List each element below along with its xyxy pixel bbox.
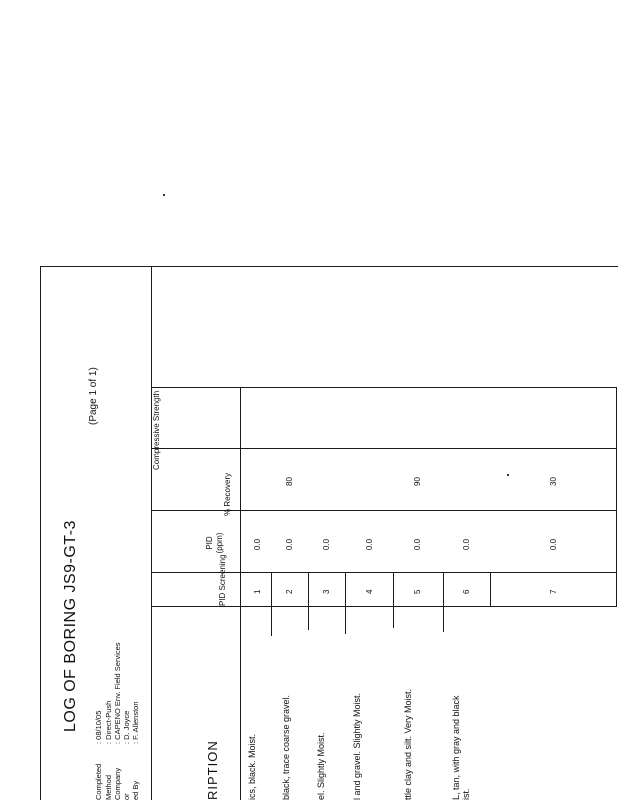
sample-sep xyxy=(271,572,272,606)
recovery-value: 90 xyxy=(413,477,422,486)
description-line: ttle clay and silt. Very Moist. xyxy=(403,688,413,800)
header-pid: PID (ppm) xyxy=(205,532,224,554)
sample-number: 5 xyxy=(413,589,422,594)
info-label-company: Company xyxy=(113,767,122,800)
pid-value: 0.0 xyxy=(549,538,558,550)
info-label-logged: ed By xyxy=(131,780,140,800)
header-pid-screening: PID Screening xyxy=(218,554,227,606)
sample-number: 3 xyxy=(322,589,331,594)
sample-number: 2 xyxy=(285,589,294,594)
info-label-date: Completed xyxy=(94,763,103,800)
row-line-recovery xyxy=(151,510,617,511)
sample-sep xyxy=(308,572,309,606)
info-value-operator: : D. Joyce xyxy=(122,710,131,744)
pid-value: 0.0 xyxy=(285,538,294,550)
desc-sep xyxy=(443,606,444,632)
description-line: el. Slightly Moist. xyxy=(316,732,326,800)
sample-sep xyxy=(443,572,444,606)
info-value-method: : Direct-Push xyxy=(104,700,113,744)
sample-number: 6 xyxy=(462,589,471,594)
header-description: RIPTION xyxy=(205,740,220,800)
recovery-value: 30 xyxy=(549,477,558,486)
recovery-value: 80 xyxy=(285,477,294,486)
info-value-date: : 08/10/05 xyxy=(94,710,103,744)
page-indicator: (Page 1 of 1) xyxy=(88,367,99,425)
sample-number: 4 xyxy=(365,589,374,594)
left-border-line xyxy=(40,266,41,800)
info-label-method: Method xyxy=(104,774,113,800)
header-recovery: % Recovery xyxy=(223,472,232,516)
description-line: l and gravel. Slightly Moist. xyxy=(352,692,362,800)
sample-number: 1 xyxy=(253,589,262,594)
description-line: L, tan, with gray and black xyxy=(451,695,461,800)
sample-number: 7 xyxy=(549,589,558,594)
pid-value: 0.0 xyxy=(462,538,471,550)
table-top-line xyxy=(151,387,617,388)
sample-sep xyxy=(393,572,394,606)
description-line: black, trace coarse gravel. xyxy=(281,694,291,800)
scan-speck xyxy=(507,474,509,476)
row-line-sample xyxy=(151,606,617,607)
description-line: ics, black. Moist. xyxy=(247,733,257,800)
table-right-line xyxy=(616,387,617,607)
pid-value: 0.0 xyxy=(253,538,262,550)
info-label-operator: or xyxy=(122,793,131,800)
row-line-compressive xyxy=(151,448,617,449)
desc-sep xyxy=(393,606,394,628)
sample-sep xyxy=(345,572,346,606)
pid-value: 0.0 xyxy=(365,538,374,550)
sample-sep xyxy=(490,572,491,606)
pid-value: 0.0 xyxy=(413,538,422,550)
top-border-line xyxy=(40,266,618,267)
info-value-logged: : F. Allenston xyxy=(131,701,140,744)
desc-sep xyxy=(308,606,309,630)
info-value-company: : CAPENO Env. Field Services xyxy=(113,642,122,744)
header-compressive-strength: Compressive Strength xyxy=(152,390,161,470)
description-line: ist. xyxy=(461,788,471,800)
pid-value: 0.0 xyxy=(322,538,331,550)
scan-speck xyxy=(163,194,165,196)
desc-sep xyxy=(271,606,272,636)
desc-sep xyxy=(345,606,346,634)
page-title: LOG OF BORING JS9-GT-3 xyxy=(62,520,79,732)
